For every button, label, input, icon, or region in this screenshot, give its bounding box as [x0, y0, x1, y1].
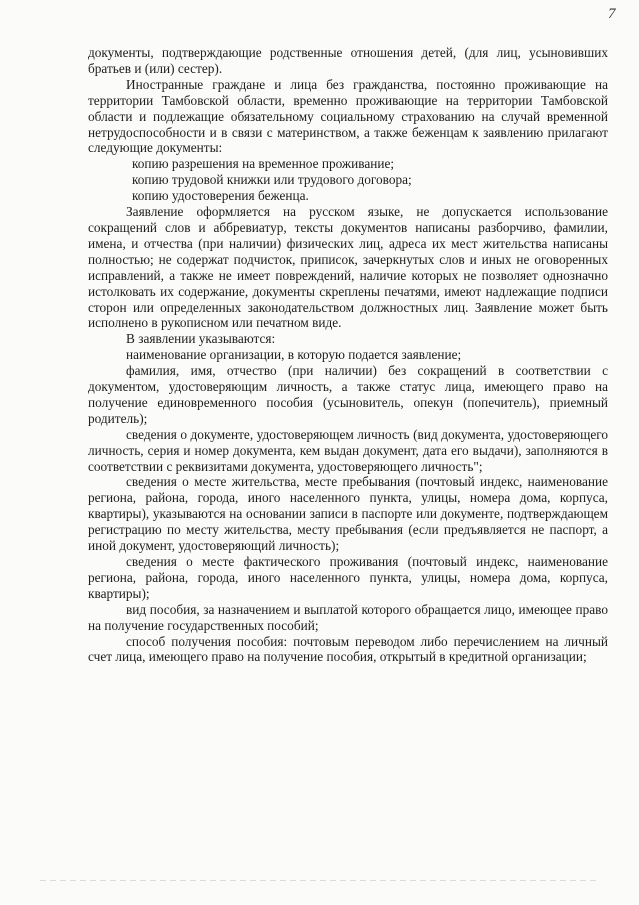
list-item: копию удостоверения беженца.	[132, 188, 309, 204]
list-item: сведения о месте жительства, месте пребывания (почтовый индекс, наименование региона, района, города, иного населенного пункта, улицы, номера дома, корпуса, квартиры), указываются на основании записи в паспорте или документе, подтверждающем регистрацию по месту жительства, месту пребывания (если предъявляется не паспорт, а иной документ, удостоверяющий личность);	[88, 474, 608, 554]
scan-artifact	[40, 880, 600, 881]
page-number: 7	[608, 6, 616, 22]
paragraph: документы, подтверждающие родственные отношения детей, (для лиц, усыновивших братьев и (или) сестер).	[88, 45, 608, 76]
list-item: сведения о документе, удостоверяющем личность (вид документа, удостоверяющего личность, серия и номер документа, кем выдан документ, дата его выдачи), заполняются в соответствии с реквизитами документа, удостоверяющего личность";	[88, 426, 608, 474]
list-item: наименование организации, в которую подается заявление;	[126, 347, 462, 363]
list-item: копию разрешения на временное проживание;	[132, 156, 395, 172]
list-item: копию трудовой книжки или трудового договора;	[132, 172, 412, 188]
list-item: фамилия, имя, отчество (при наличии) без сокращений в соответствии с документом, удостоверяющим личность, а также статус лица, имеющего право на получение единовременного пособия (усыновитель, опекун (попечитель), приемный родитель);	[88, 363, 608, 426]
paragraph: Иностранные граждане и лица без гражданства, постоянно проживающие на территории Тамбовской области, временно проживающие на территории Тамбовской области и подлежащие обязательному социальному страхованию на случай временной нетрудоспособности и в связи с материнством, а также беженцам к заявлению прилагают следующие документы:	[88, 76, 608, 156]
document-body	[88, 45, 608, 665]
list-item: вид пособия, за назначением и выплатой которого обращается лицо, имеющее право на получение государственных пособий;	[88, 601, 608, 633]
paragraph: В заявлении указываются:	[126, 331, 276, 347]
list-item: способ получения пособия: почтовым переводом либо перечислением на личный счет лица, имеющего право на получение пособия, открытый в кредитной организации;	[88, 633, 608, 665]
paragraph: Заявление оформляется на русском языке, не допускается использование сокращений слов и аббревиатур, тексты документов написаны разборчиво, фамилии, имена, и отчества (при наличии) физических лиц, адреса их мест жительства написаны полностью; не содержат подчисток, приписок, зачеркнутых слов и иных не оговоренных исправлений, а также не имеет повреждений, наличие которых не позволяет однозначно истолковать их содержание, документы скреплены печатями, имеют надлежащие подписи сторон или определенных законодательством должностных лиц. Заявление может быть исполнено в рукописном или печатном виде.	[88, 204, 608, 331]
list-item: сведения о месте фактического проживания (почтовый индекс, наименование региона, района, города, иного населенного пункта, улицы, номера дома, корпуса, квартиры);	[88, 554, 608, 601]
